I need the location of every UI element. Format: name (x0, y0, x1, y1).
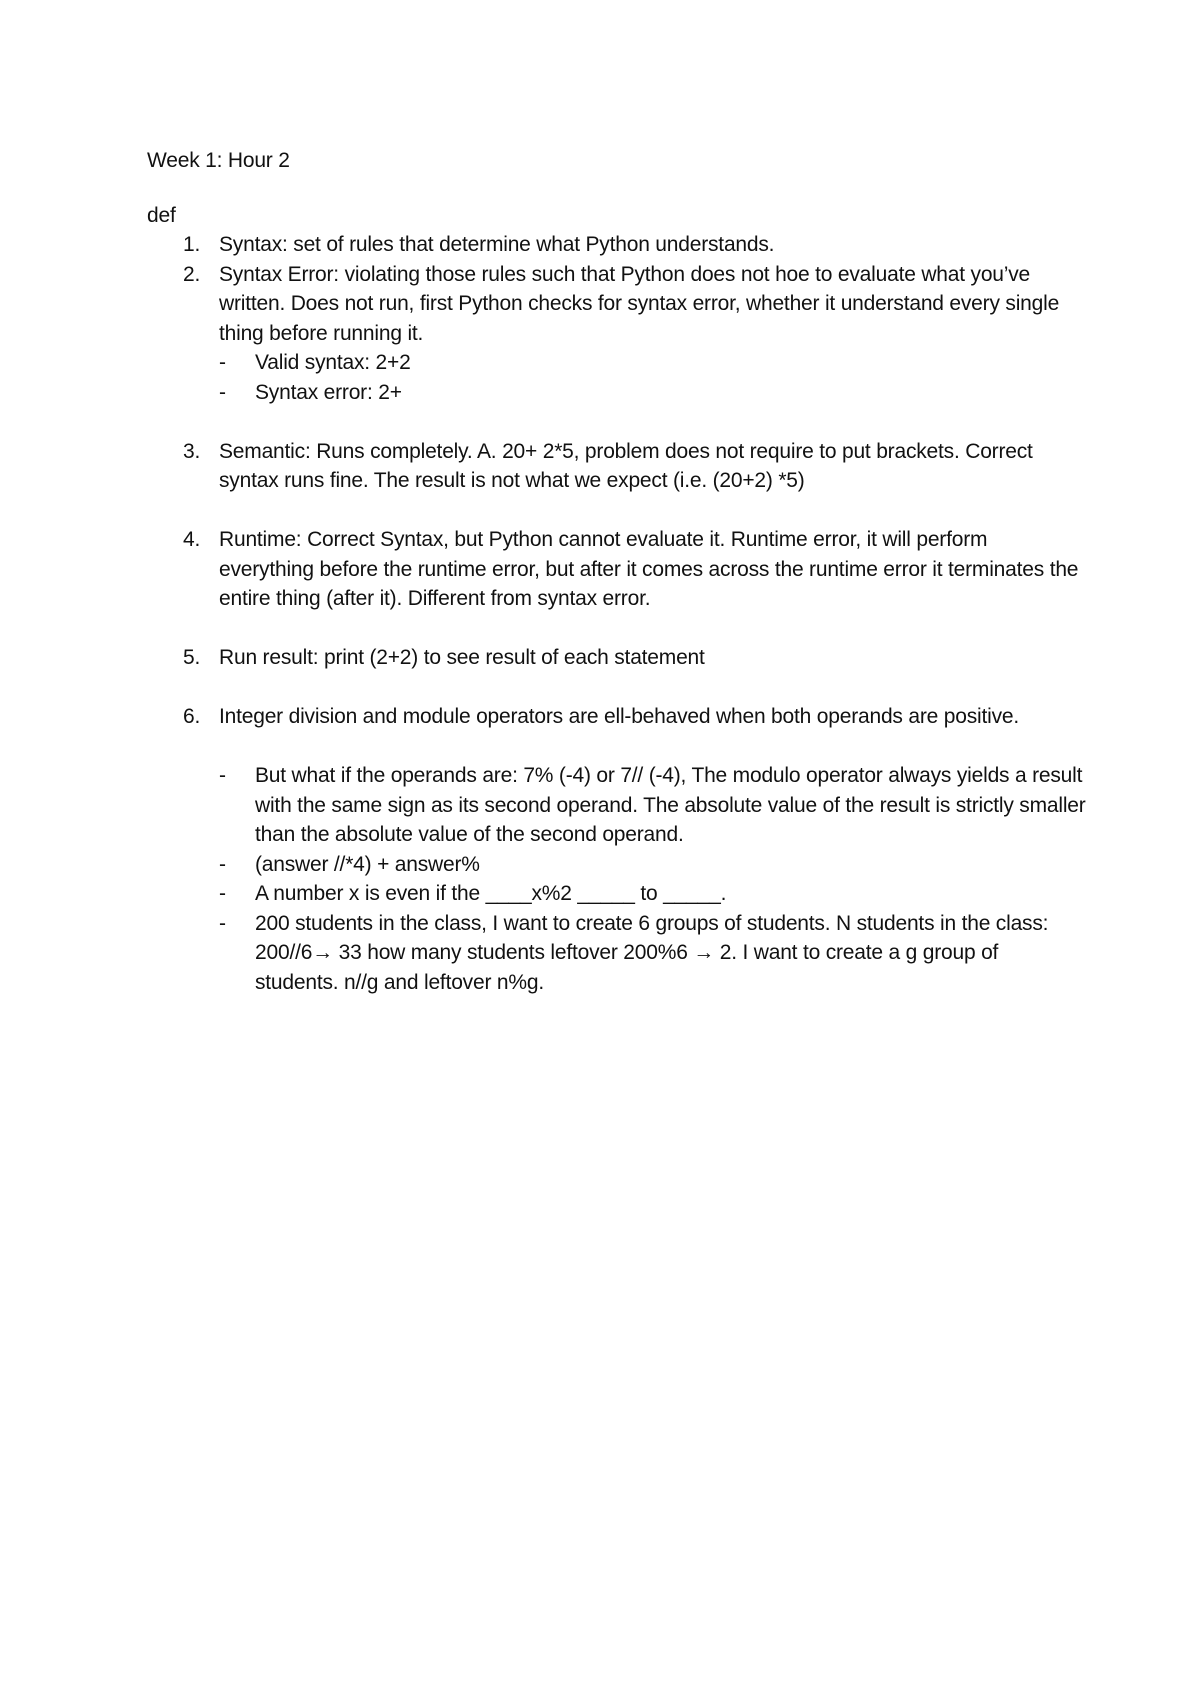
bullet-item (219, 909, 1087, 998)
list-number: 3. (183, 439, 201, 463)
bullet-item (219, 879, 1087, 909)
list-number: 2. (183, 262, 201, 286)
bullet-item (219, 378, 1087, 408)
list-number: 6. (183, 705, 201, 728)
bullet-text: A number x is even if the ____x%2 _____ to _____. (255, 882, 727, 905)
list-text: Run result: print (2+2) to see result of each statement (219, 646, 705, 669)
spacer (219, 732, 1087, 762)
list-text: Syntax: set of rules that determine what Python understands. (219, 233, 775, 256)
bullet-item (219, 761, 1087, 850)
list-number: 1. (183, 233, 201, 256)
spacer (147, 407, 1087, 437)
document-title: Week 1: Hour 2 (147, 149, 290, 172)
section-label: def (147, 203, 176, 227)
list-item-2 (147, 260, 1087, 408)
list-item-6 (147, 702, 1087, 997)
bullet-marker: - (219, 764, 226, 787)
document-body (147, 146, 1087, 997)
bullet-item (219, 348, 1087, 378)
list-item-3 (147, 437, 1087, 496)
bullet-text: 200 students in the class, I want to create 6 groups of students. N students in the class: 200//6→ 33 how many students leftover 200%6 → 2. I want to create a g group of students. n//g and leftover n%g. (255, 911, 1049, 994)
bullet-marker: - (219, 852, 226, 876)
list-item-5 (147, 643, 1087, 673)
bullet-marker: - (219, 882, 226, 905)
list-number: 5. (183, 646, 201, 669)
list-text: Syntax Error: violating those rules such that Python does not hoe to evaluate what you’ve written. Does not run, first Python checks for syntax error, whether it understand every single thing before running it. (219, 262, 1060, 345)
bullet-text: But what if the operands are: 7% (-4) or 7// (-4), The modulo operator always yields a result with the same sign as its second operand. The absolute value of the result is strictly smaller than the absolute value of the second operand. (255, 764, 1086, 846)
list-item-1 (147, 230, 1087, 260)
list-item-4 (147, 525, 1087, 614)
list-text: Integer division and module operators are ell-behaved when both operands are positive. (219, 705, 1019, 728)
list-number: 4. (183, 528, 201, 551)
bullet-marker: - (219, 911, 226, 935)
spacer (147, 673, 1087, 703)
bullet-text: (answer //*4) + answer% (255, 852, 480, 876)
bullet-item (219, 850, 1087, 880)
spacer (147, 496, 1087, 526)
bullet-text: Syntax error: 2+ (255, 380, 402, 404)
bullet-list (219, 348, 1087, 407)
bullet-marker: - (219, 380, 226, 404)
bullet-text: Valid syntax: 2+2 (255, 351, 411, 374)
list-text: Runtime: Correct Syntax, but Python cannot evaluate it. Runtime error, it will perform everything before the runtime error, but after it comes across the runtime error it terminates the entire thing (after it). Different from syntax error. (219, 528, 1079, 610)
bullet-marker: - (219, 351, 226, 374)
list-text: Semantic: Runs completely. A. 20+ 2*5, problem does not require to put brackets. Correct syntax runs fine. The result is not what we expect (i.e. (20+2) *5) (219, 439, 1033, 492)
spacer (147, 614, 1087, 644)
bullet-list (219, 761, 1087, 997)
